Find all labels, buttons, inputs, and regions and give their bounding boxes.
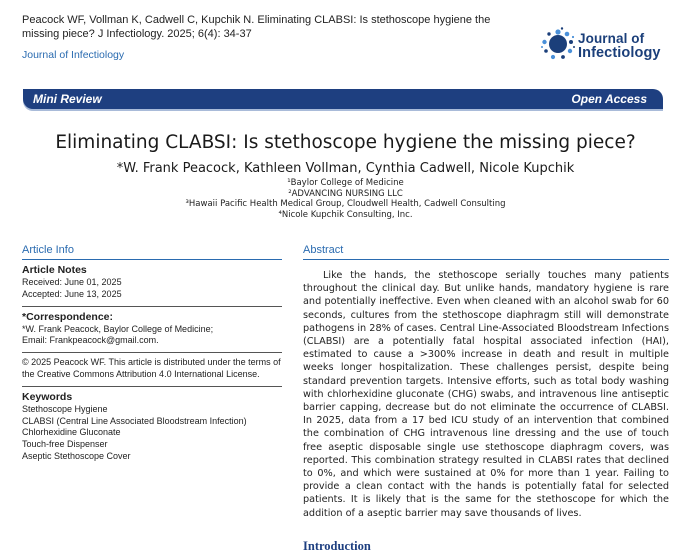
license-text: © 2025 Peacock WF. This article is distributed under the terms of the Creative Commons Attribution 4.0 International License. [22,357,281,379]
affiliations [160,178,531,220]
journal-link[interactable]: Journal of Infectiology [22,49,125,61]
article-type-label: Mini Review [33,92,102,106]
logo-line2: Infectiology [578,45,661,61]
keywords-heading: Keywords [22,390,73,403]
logo-line1: Journal of [578,31,645,46]
divider [22,386,282,387]
correspondence-email[interactable]: Email: Frankpeacock@gmail.com. [22,335,159,346]
introduction-heading: Introduction [303,539,371,553]
keyword-item: Aseptic Stethoscope Cover [22,450,131,461]
accepted-date: Accepted: June 13, 2025 [22,288,122,299]
divider [22,306,282,307]
keyword-item: Touch-free Dispenser [22,439,108,450]
article-notes [22,264,282,301]
article-notes-heading: Article Notes [22,264,87,276]
keyword-item: Stethoscope Hygiene [22,403,108,414]
article-info-heading: Article Info [22,244,282,260]
affiliation-3: ³Hawaii Pacific Health Medical Group, Cloudwell Health, Cadwell Consulting [185,199,506,209]
correspondence-heading: *Correspondence: [22,310,114,323]
correspondence-author: *W. Frank Peacock, Baylor College of Medicine; [22,323,214,334]
article-info-column [22,244,282,463]
keywords [22,391,282,463]
logo-text [578,31,661,61]
divider [22,352,282,353]
affiliation-4: ⁴Nicole Kupchik Consulting, Inc. [278,209,413,220]
journal-logo [540,20,680,70]
keyword-item: CLABSI (Central Line Associated Bloodstream Infection) [22,415,247,426]
keyword-item: Chlorhexidine Gluconate [22,427,121,438]
abstract-heading: Abstract [303,244,669,260]
article-title: Eliminating CLABSI: Is stethoscope hygiene the missing piece? [55,132,636,153]
article-authors: *W. Frank Peacock, Kathleen Vollman, Cynthia Cadwell, Nicole Kupchik [116,161,575,176]
affiliation-2: ²ADVANCING NURSING LLC [288,188,403,199]
affiliation-1: ¹Baylor College of Medicine [287,178,404,188]
abstract-column [303,244,669,520]
citation: Peacock WF, Vollman K, Cadwell C, Kupchik N. Eliminating CLABSI: Is stethoscope hygiene the missing piece? J Infectiology. 2025; 6(4): 34-37 [22,14,491,40]
abstract-text: Like the hands, the stethoscope serially touches many patients throughout the clinical day. But unlike hands, mandatory hygiene is rare and potentially ineffective. Even when cleaned with an alcohol swab for 60 seconds, cultures from the stethoscope diaphragm still will demonstrate pathogens in 28% of cases. Central Line-Associated Bloodstream Infections (CLABSI) are a potentially fatal hospital associated infection (HAI), estimated to cause a >300% increase in death and result in multiple weeks longer hospitalization. These challenges persist, despite being standard prevention targets. Intensive efforts, such as total body washing with chlorhexidine gluconate (CHG) swabs, and intravenous line antiseptic barrier capping, decrease but do not eliminate the occurrence of CLABSI. In 2025, data from a 17 bed ICU study of an intervention that combined the combination of CHG intravenous line dressing and the use of touch free aseptic disposable single use stethoscope diaphragm covers, was reported. This combination strategy resulted in CLABSI rates that declined to 0%, and which were sustained at 0% for more than 1 year. Failing to provide a clean contact with the hands is potentially fatal for selected patients. It is likely that is the same for the stethoscope for which the addition of a aseptic barrier may save thousands of lives. [303,270,669,519]
received-date: Received: June 01, 2025 [22,277,122,287]
globe-dots-icon [540,26,576,62]
correspondence [22,311,282,348]
open-access-label: Open Access [571,92,647,106]
article-type-banner [23,89,663,109]
